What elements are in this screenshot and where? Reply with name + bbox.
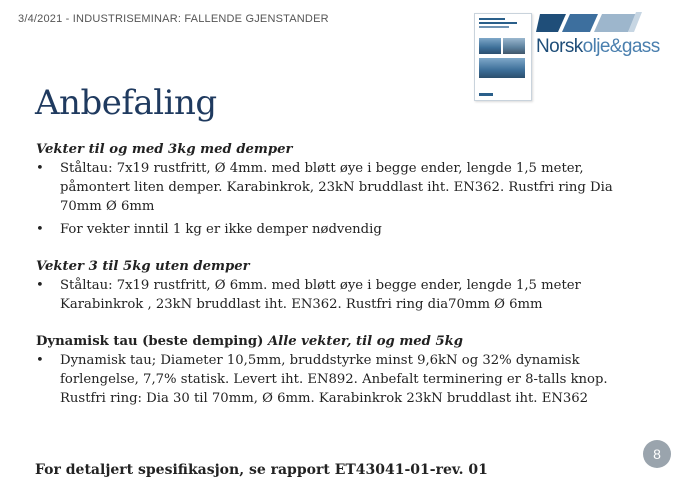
section-heading: Vekter 3 til 5kg uten demper	[36, 259, 250, 274]
bullet-item: • Ståltau: 7x19 rustfritt, Ø 6mm. med bløtt øye i begge ender, lengde 1,5 meter Karabinkrok , 23kN bruddlast iht. EN362. Rustfri ring dia70mm Ø 6mm	[36, 276, 656, 314]
bullet-item: • For vekter inntil 1 kg er ikke demper nødvendig	[36, 220, 656, 239]
page-number-badge: 8	[643, 440, 671, 468]
bullet-item: • Ståltau: 7x19 rustfritt, Ø 4mm. med bløtt øye i begge ender, lengde 1,5 meter, påmontert liten demper. Karabinkrok, 23kN bruddlast iht. EN362. Rustfri ring Dia 70mm Ø 6mm	[36, 159, 656, 216]
section-heading-plain: Dynamisk tau (beste demping)	[36, 334, 264, 349]
header-text: 3/4/2021 - INDUSTRISEMINAR: FALLENDE GJENSTANDER	[18, 13, 329, 25]
report-cover-thumbnail	[474, 13, 532, 101]
content-body	[36, 140, 656, 408]
bullet-item: • Dynamisk tau; Diameter 10,5mm, bruddstyrke minst 9,6kN og 32% dynamisk forlengelse, 7,7% statisk. Levert iht. EN892. Anbefalt terminering er 8-talls knop. Rustfri ring: Dia 30 til 70mm, Ø 6mm. Karabinkrok 23kN bruddlast iht. EN362	[36, 351, 656, 408]
cover-photo	[479, 38, 501, 54]
page-title: Anbefaling	[35, 83, 217, 123]
cover-photo	[479, 58, 525, 78]
cover-photo	[503, 38, 525, 54]
logo-wordmark-part1: Norsk	[536, 36, 583, 57]
logo-wordmark	[536, 36, 660, 58]
cover-logo	[479, 93, 493, 96]
section-heading-italic: Alle vekter, til og med 5kg	[267, 334, 464, 349]
section-heading: Vekter til og med 3kg med demper	[36, 142, 293, 157]
footer-reference: For detaljert spesifikasjon, se rapport ET43041-01-rev. 01	[35, 462, 488, 478]
cover-title-graphic	[479, 18, 525, 28]
logo-wordmark-part2: olje&gass	[582, 36, 660, 57]
section-heading	[36, 332, 656, 351]
